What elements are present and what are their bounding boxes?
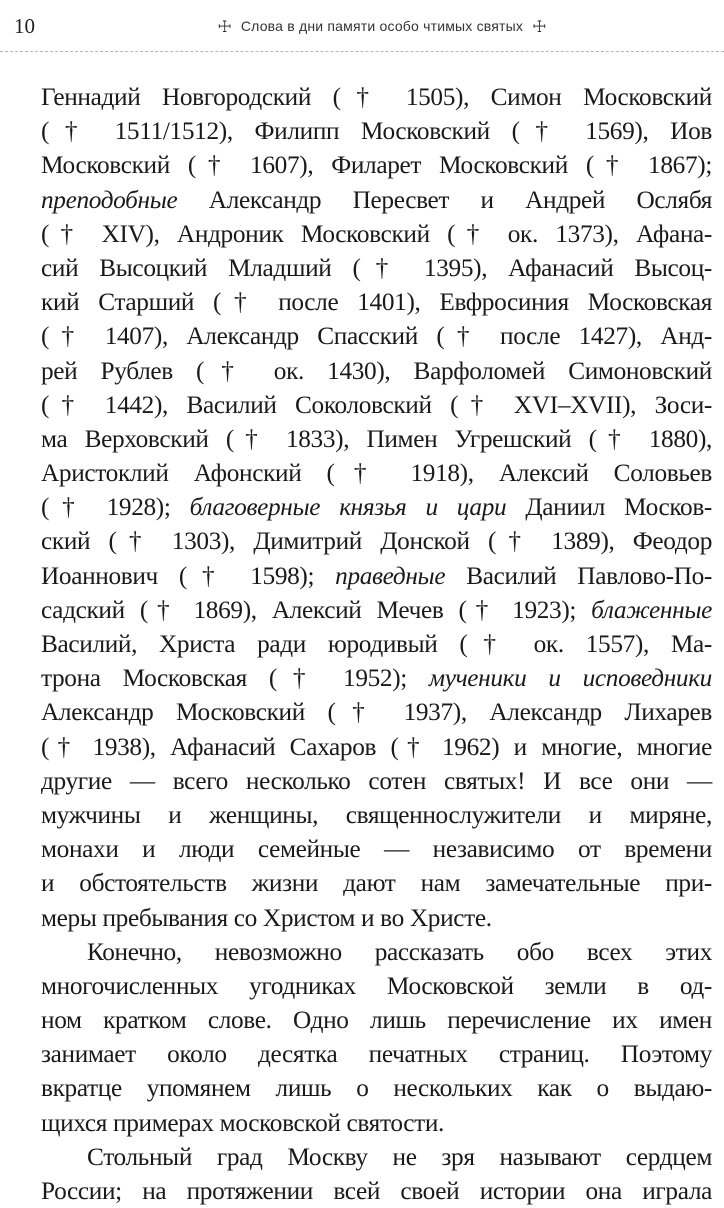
italic-text: блаженные xyxy=(591,595,712,624)
italic-text: благоверные князья и цари xyxy=(189,493,507,522)
text-line xyxy=(41,319,712,353)
cross-ornament-icon: ☩ xyxy=(217,17,232,36)
page-number: 10 xyxy=(14,14,35,38)
text-line xyxy=(41,80,712,114)
text-line xyxy=(41,627,712,661)
text-line xyxy=(41,1071,712,1105)
text-line xyxy=(41,148,712,182)
line-text: († 1938), Афанасий Сахаров († 1962) и многие, многие xyxy=(41,732,712,761)
line-text: щихся примерах московской святости. xyxy=(41,1108,445,1137)
text-line xyxy=(41,866,712,900)
line-text: вкратце упомянем лишь о нескольких как о выдаю- xyxy=(41,1074,712,1103)
text-line xyxy=(41,1174,712,1208)
line-text: сий Высоцкий Младший († 1395), Афанасий Высоц- xyxy=(41,253,712,282)
line-text: России; на протяжении всей своей истории она играла xyxy=(41,1177,712,1205)
line-text: другие — всего несколько сотен святых! И все они — xyxy=(41,766,712,795)
text-line xyxy=(41,183,712,217)
text-line xyxy=(41,285,712,319)
text-line xyxy=(41,114,712,148)
line-text: трона Московская († 1952); xyxy=(41,664,429,693)
line-text: занимает около десятка печатных страниц. Поэтому xyxy=(41,1040,712,1069)
line-text: монахи и люди семейные — независимо от времени xyxy=(41,835,712,864)
text-line xyxy=(41,969,712,1003)
line-text: († 1511/1512), Филипп Московский († 1569), Иов xyxy=(41,117,712,146)
header-divider xyxy=(0,51,724,52)
text-line xyxy=(41,798,712,832)
italic-text: преподобные xyxy=(41,185,178,214)
text-line xyxy=(41,388,712,422)
line-text: Василий Павлово-По- xyxy=(445,561,713,590)
text-line xyxy=(41,1003,712,1037)
line-text: Геннадий Новгородский († 1505), Симон Московский xyxy=(41,83,712,111)
line-text: Иоаннович († 1598); xyxy=(41,561,336,590)
line-text: († XIV), Андроник Московский († ок. 1373), Афана- xyxy=(41,219,712,248)
text-line xyxy=(41,901,712,935)
line-text: Аристоклий Афонский († 1918), Алексий Соловьев xyxy=(41,459,712,488)
line-text: († 1442), Василий Соколовский († XVI–XVII), Зоси- xyxy=(41,390,712,419)
text-line xyxy=(41,661,712,695)
running-title xyxy=(0,17,724,36)
text-line xyxy=(41,524,712,558)
text-line xyxy=(41,490,712,524)
text-line xyxy=(41,593,712,627)
text-line xyxy=(41,695,712,729)
italic-text: мученики и исповедники xyxy=(428,664,712,693)
text-line xyxy=(41,764,712,798)
italic-text: праведные xyxy=(335,561,446,590)
cross-ornament-icon: ☩ xyxy=(532,17,547,36)
text-line xyxy=(41,935,712,969)
text-line xyxy=(41,354,712,388)
text-line xyxy=(41,730,712,764)
line-text: Московский († 1607), Филарет Московский († 1867); xyxy=(41,151,712,180)
line-text: Василий, Христа ради юродивый († ок. 1557), Ма- xyxy=(41,630,712,658)
running-title-text: Слова в дни памяти особо чтимых святых xyxy=(240,18,524,34)
text-line xyxy=(41,1037,712,1071)
line-text: рей Рублев († ок. 1430), Варфоломей Симоновский xyxy=(41,356,712,385)
line-text: Стольный град Москву не зря называют сердцем xyxy=(87,1142,712,1171)
text-line xyxy=(41,559,712,593)
line-text: ном кратком слове. Одно лишь перечисление их имен xyxy=(41,1006,712,1035)
body-text xyxy=(41,80,712,1208)
text-line xyxy=(41,1140,712,1174)
page-header xyxy=(0,0,724,56)
line-text: Даниил Москов- xyxy=(506,493,712,522)
text-line xyxy=(41,456,712,490)
line-text: Александр Московский († 1937), Александр Лихарев xyxy=(41,698,712,727)
line-text: мужчины и женщины, священнослужители и миряне, xyxy=(41,800,712,829)
line-text: и обстоятельств жизни дают нам замечательные при- xyxy=(41,869,712,898)
line-text: кий Старший († после 1401), Евфросиния Московская xyxy=(41,288,712,317)
text-line xyxy=(41,217,712,251)
text-line xyxy=(41,251,712,285)
line-text: († 1407), Александр Спасский († после 1427), Анд- xyxy=(41,322,712,351)
text-line xyxy=(41,422,712,456)
line-text: ский († 1303), Димитрий Донской († 1389), Феодор xyxy=(41,527,712,556)
line-text: ма Верховский († 1833), Пимен Угрешский († 1880), xyxy=(41,424,712,453)
text-line xyxy=(41,1106,712,1140)
line-text: († 1928); xyxy=(41,493,190,522)
text-line xyxy=(41,832,712,866)
line-text: Конечно, невозможно рассказать обо всех этих xyxy=(87,937,712,966)
line-text: садский († 1869), Алексий Мечев († 1923); xyxy=(41,595,592,624)
line-text: многочисленных угодниках Московской земли в од- xyxy=(41,971,712,1000)
line-text: Александр Пересвет и Андрей Ослябя xyxy=(177,185,712,214)
line-text: меры пребывания со Христом и во Христе. xyxy=(41,903,492,932)
